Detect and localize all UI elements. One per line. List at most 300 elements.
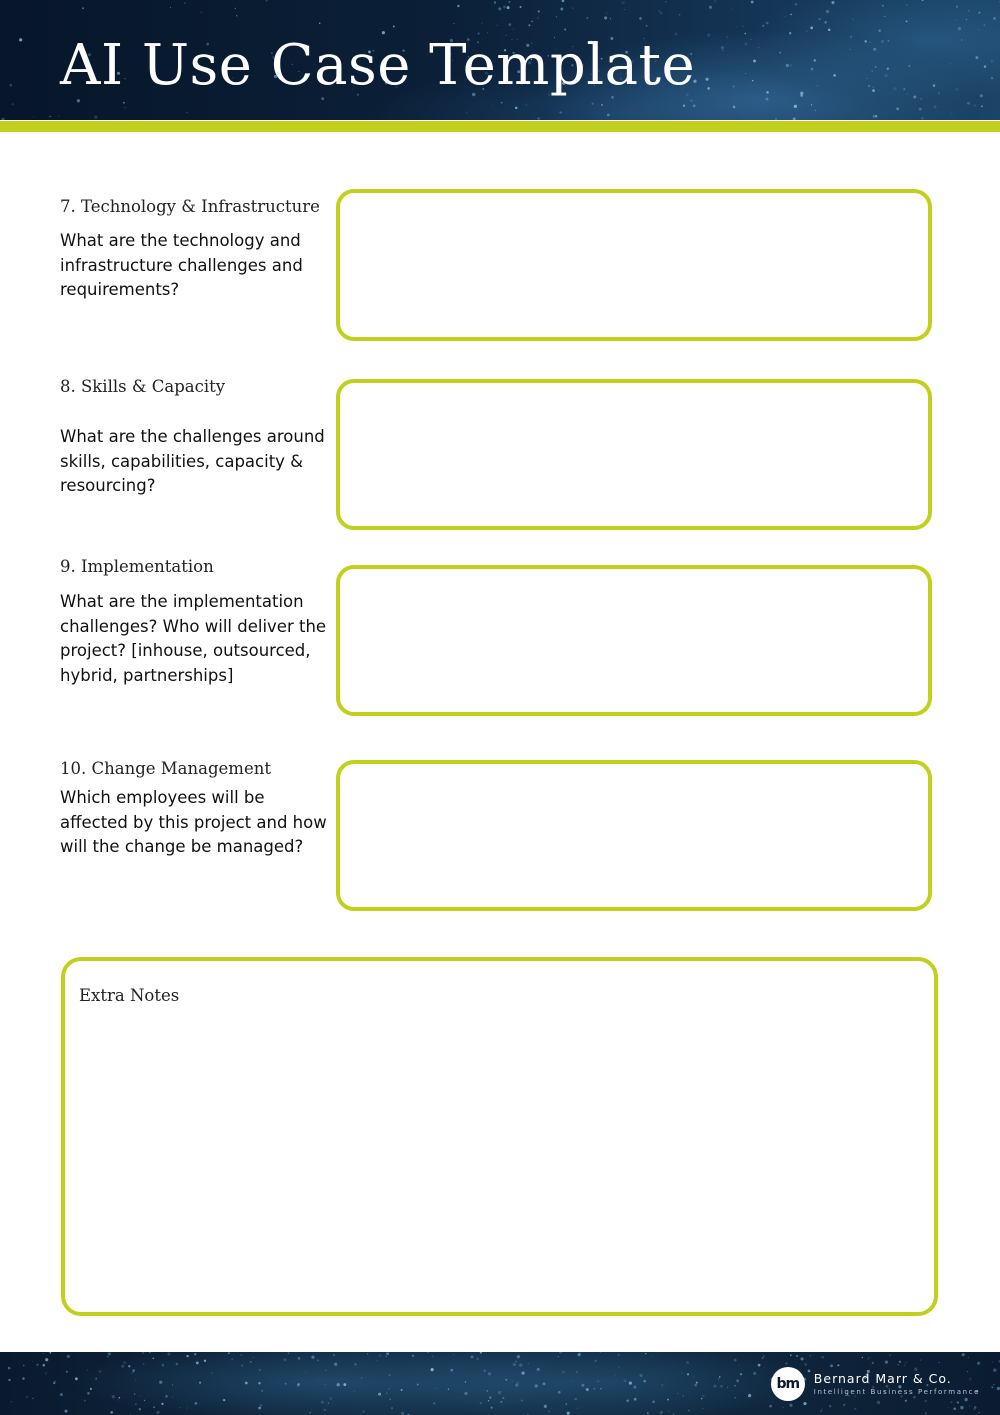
company-name: Bernard Marr & Co. [813, 1370, 952, 1386]
particle-dot [607, 114, 610, 117]
particle-dot [766, 91, 768, 93]
particle-dot [707, 87, 710, 90]
particle-dot [389, 1374, 391, 1376]
section-heading: 7. Technology & Infrastructure [60, 197, 320, 216]
answer-box-change-management[interactable] [336, 760, 932, 911]
particle-dot [82, 7, 84, 9]
particle-dot [515, 1361, 517, 1363]
particle-dot [736, 26, 737, 27]
particle-dot [960, 1406, 963, 1409]
particle-dot [618, 1366, 620, 1368]
particle-dot [134, 1393, 135, 1394]
particle-dot [528, 1363, 529, 1364]
particle-dot [719, 1376, 721, 1378]
particle-dot [556, 16, 557, 17]
particle-dot [991, 77, 993, 79]
particle-dot [298, 1383, 300, 1385]
particle-dot [245, 1382, 248, 1385]
particle-dot [288, 1352, 290, 1354]
particle-dot [962, 1353, 965, 1356]
particle-dot [337, 1383, 340, 1386]
particle-dot [433, 1402, 435, 1404]
particle-dot [457, 1397, 458, 1398]
particle-dot [36, 1364, 38, 1366]
particle-dot [993, 1368, 996, 1371]
particle-dot [639, 17, 642, 20]
particle-dot [66, 1371, 68, 1373]
particle-dot [200, 11, 202, 13]
particle-dot [821, 1356, 824, 1359]
particle-dot [744, 33, 746, 35]
particle-dot [367, 1353, 369, 1355]
particle-dot [508, 23, 511, 26]
particle-dot [67, 1355, 70, 1358]
particle-dot [417, 1384, 419, 1386]
particle-dot [727, 1387, 728, 1388]
particle-dot [885, 74, 888, 77]
particle-dot [562, 1371, 564, 1373]
particle-dot [593, 1388, 595, 1390]
particle-dot [702, 1408, 703, 1409]
particle-dot [412, 1355, 414, 1357]
particle-dot [427, 1352, 429, 1353]
particle-dot [681, 1373, 682, 1374]
particle-dot [624, 1379, 627, 1382]
particle-dot [532, 21, 533, 22]
particle-dot [481, 23, 482, 24]
particle-dot [562, 0, 565, 2]
particle-dot [32, 1398, 33, 1399]
particle-dot [709, 6, 712, 9]
particle-dot [748, 1394, 751, 1397]
particle-dot [843, 1403, 846, 1406]
particle-dot [131, 1371, 134, 1374]
particle-dot [920, 1359, 922, 1361]
particle-dot [586, 17, 588, 19]
particle-dot [517, 1355, 520, 1358]
particle-dot [99, 1370, 102, 1373]
particle-dot [826, 10, 829, 13]
particle-dot [920, 98, 922, 100]
particle-dot [978, 29, 979, 30]
particle-dot [790, 14, 792, 16]
particle-dot [968, 1357, 970, 1359]
particle-dot [885, 1360, 888, 1363]
section-heading: 8. Skills & Capacity [60, 377, 226, 396]
particle-dot [744, 43, 747, 46]
particle-dot [172, 1384, 173, 1385]
particle-dot [167, 1352, 170, 1355]
particle-dot [933, 84, 935, 86]
particle-dot [893, 87, 896, 90]
particle-dot [762, 25, 764, 27]
particle-dot [266, 0, 268, 2]
particle-dot [498, 1391, 501, 1394]
answer-box-skills[interactable] [336, 379, 932, 530]
particle-dot [815, 110, 816, 111]
particle-dot [868, 1359, 869, 1360]
particle-dot [601, 104, 603, 106]
particle-dot [170, 7, 171, 8]
page-footer [0, 1352, 1000, 1415]
particle-dot [558, 1391, 561, 1394]
particle-dot [706, 78, 709, 81]
particle-dot [94, 116, 97, 119]
particle-dot [386, 1356, 387, 1357]
particle-dot [450, 1369, 453, 1372]
particle-dot [913, 96, 916, 99]
particle-dot [733, 106, 736, 109]
particle-dot [107, 1356, 109, 1358]
particle-dot [696, 1382, 698, 1384]
particle-dot [293, 1381, 294, 1382]
section-heading: 9. Implementation [60, 557, 214, 576]
particle-dot [32, 1361, 33, 1362]
particle-dot [683, 105, 685, 107]
particle-dot [153, 1406, 155, 1408]
particle-dot [250, 1361, 252, 1363]
particle-dot [258, 1382, 260, 1384]
particle-dot [646, 25, 648, 27]
particle-dot [508, 1, 510, 3]
section-heading: 10. Change Management [60, 759, 271, 778]
particle-dot [565, 1403, 567, 1405]
particle-dot [389, 1399, 390, 1400]
particle-dot [698, 46, 699, 47]
particle-dot [794, 105, 797, 108]
particle-dot [956, 19, 957, 20]
particle-dot [984, 24, 986, 26]
particle-dot [8, 1379, 10, 1381]
particle-dot [545, 1404, 546, 1405]
particle-dot [753, 1372, 756, 1375]
particle-dot [869, 41, 871, 43]
particle-dot [2, 118, 5, 120]
particle-dot [811, 68, 814, 71]
particle-dot [683, 1395, 684, 1396]
particle-dot [821, 1408, 823, 1410]
particle-dot [789, 1404, 792, 1407]
particle-dot [525, 104, 527, 106]
particle-dot [537, 17, 539, 19]
particle-dot [149, 1352, 151, 1353]
particle-dot [610, 18, 611, 19]
particle-dot [488, 1400, 489, 1401]
particle-dot [733, 86, 735, 88]
particle-dot [720, 1385, 723, 1388]
particle-dot [872, 1362, 874, 1364]
particle-dot [597, 1380, 599, 1382]
particle-dot [993, 17, 996, 20]
particle-dot [465, 1381, 467, 1383]
particle-dot [817, 85, 819, 87]
particle-dot [43, 1353, 44, 1354]
particle-dot [618, 1354, 619, 1355]
particle-dot [973, 1408, 975, 1410]
particle-dot [800, 92, 803, 95]
particle-dot [64, 1410, 67, 1413]
particle-dot [241, 1365, 243, 1367]
particle-dot [152, 1358, 154, 1360]
particle-dot [432, 1356, 434, 1358]
particle-dot [507, 6, 510, 9]
particle-dot [903, 88, 905, 90]
particle-dot [45, 1372, 47, 1374]
particle-dot [850, 36, 852, 38]
particle-dot [560, 8, 563, 11]
particle-dot [324, 1409, 326, 1411]
particle-dot [317, 1360, 319, 1362]
particle-dot [679, 14, 681, 16]
particle-dot [806, 31, 807, 32]
particle-dot [448, 1389, 449, 1390]
particle-dot [784, 16, 785, 17]
particle-dot [50, 116, 51, 117]
extra-notes-label: Extra Notes [79, 986, 180, 1005]
particle-dot [235, 8, 236, 9]
particle-dot [707, 33, 710, 36]
particle-dot [614, 1374, 615, 1375]
particle-dot [43, 1364, 46, 1367]
particle-dot [361, 1377, 362, 1378]
particle-dot [538, 10, 540, 12]
particle-dot [889, 1354, 891, 1356]
particle-dot [665, 1, 666, 2]
particle-dot [494, 1, 496, 3]
particle-dot [820, 1410, 822, 1412]
particle-dot [284, 1359, 287, 1362]
particle-dot [505, 1379, 507, 1381]
particle-dot [309, 1412, 311, 1414]
particle-dot [758, 47, 759, 48]
particle-dot [53, 1381, 56, 1384]
answer-box-implementation[interactable] [336, 565, 932, 716]
particle-dot [810, 1355, 811, 1356]
particle-dot [950, 63, 951, 64]
particle-dot [715, 0, 716, 1]
logo-mark-icon: bm [771, 1367, 805, 1401]
particle-dot [647, 1412, 649, 1414]
particle-dot [135, 1379, 136, 1380]
particle-dot [925, 1412, 927, 1414]
particle-dot [548, 1411, 550, 1413]
particle-dot [811, 104, 812, 105]
particle-dot [785, 1362, 787, 1364]
particle-dot [87, 1369, 89, 1371]
particle-dot [763, 1355, 764, 1356]
particle-dot [739, 1364, 740, 1365]
particle-dot [60, 1393, 63, 1396]
particle-dot [457, 5, 459, 7]
particle-dot [305, 1371, 306, 1372]
particle-dot [515, 107, 518, 110]
particle-dot [489, 1396, 491, 1398]
company-logo [771, 1366, 980, 1402]
company-tagline: Intelligent Business Performance [813, 1387, 980, 1396]
particle-dot [26, 1396, 28, 1398]
particle-dot [538, 118, 540, 120]
particle-dot [45, 1358, 48, 1361]
particle-dot [470, 1355, 473, 1358]
particle-dot [144, 1400, 145, 1401]
particle-dot [311, 1356, 314, 1359]
particle-dot [629, 1382, 632, 1385]
particle-dot [87, 1392, 90, 1395]
particle-dot [868, 1357, 869, 1358]
particle-dot [849, 49, 850, 50]
particle-dot [814, 59, 816, 61]
particle-dot [639, 1374, 642, 1377]
particle-dot [464, 1392, 467, 1395]
particle-dot [750, 39, 751, 40]
particle-dot [162, 1364, 164, 1366]
particle-dot [718, 1378, 720, 1380]
particle-dot [572, 7, 573, 8]
particle-dot [165, 1395, 168, 1398]
particle-dot [117, 1399, 119, 1401]
particle-dot [23, 1365, 24, 1366]
logo-text [814, 1371, 980, 1398]
particle-dot [431, 1368, 434, 1371]
particle-dot [130, 1413, 131, 1414]
particle-dot [517, 1381, 520, 1384]
particle-dot [261, 1390, 263, 1392]
answer-box-technology[interactable] [336, 189, 932, 341]
particle-dot [119, 1397, 121, 1399]
particle-dot [775, 118, 777, 120]
particle-dot [677, 1393, 678, 1394]
particle-dot [722, 50, 723, 51]
particle-dot [742, 112, 743, 113]
particle-dot [974, 105, 976, 107]
particle-dot [180, 1407, 181, 1408]
particle-dot [520, 6, 522, 8]
particle-dot [956, 6, 958, 8]
extra-notes-box[interactable] [61, 957, 938, 1316]
particle-dot [658, 10, 660, 12]
particle-dot [600, 1352, 601, 1353]
particle-dot [789, 32, 791, 34]
particle-dot [95, 1378, 97, 1380]
particle-dot [693, 105, 696, 108]
particle-dot [391, 1407, 393, 1409]
particle-dot [643, 1380, 646, 1383]
particle-dot [803, 1402, 806, 1405]
particle-dot [75, 1377, 78, 1380]
particle-dot [938, 93, 939, 94]
particle-dot [498, 7, 501, 10]
particle-dot [884, 16, 885, 17]
section-question: What are the implementation challenges? Who will deliver the project? [inhouse, outsourced, hybrid, partnerships] [60, 592, 327, 685]
particle-dot [123, 1361, 126, 1364]
particle-dot [919, 108, 922, 111]
particle-dot [922, 0, 924, 1]
particle-dot [241, 1355, 242, 1356]
particle-dot [977, 1362, 980, 1365]
particle-dot [484, 1370, 486, 1372]
particle-dot [967, 102, 970, 105]
particle-dot [651, 1355, 652, 1356]
particle-dot [325, 1370, 326, 1371]
particle-dot [574, 1398, 577, 1401]
particle-dot [157, 1411, 160, 1414]
particle-dot [401, 1389, 403, 1391]
particle-dot [142, 1353, 143, 1354]
particle-dot [503, 6, 506, 9]
particle-dot [734, 1385, 736, 1387]
particle-dot [854, 1408, 856, 1410]
particle-dot [199, 1382, 201, 1384]
particle-dot [824, 21, 827, 24]
particle-dot [184, 2, 186, 4]
particle-dot [887, 68, 889, 70]
particle-dot [783, 1407, 784, 1408]
particle-dot [65, 1399, 66, 1400]
particle-dot [559, 1352, 562, 1354]
header-accent-bar [0, 121, 1000, 132]
section-question: What are the challenges around skills, capabilities, capacity & resourcing? [60, 427, 325, 495]
particle-dot [231, 1358, 233, 1360]
section-question: Which employees will be affected by this project and how will the change be managed? [60, 788, 327, 856]
particle-dot [831, 1, 834, 4]
particle-dot [702, 1394, 705, 1397]
particle-dot [833, 74, 836, 77]
particle-dot [751, 1, 754, 4]
particle-dot [906, 21, 908, 23]
particle-dot [211, 1372, 213, 1374]
particle-dot [692, 1375, 694, 1377]
particle-dot [33, 116, 34, 117]
particle-dot [734, 1359, 737, 1362]
particle-dot [172, 1397, 173, 1398]
particle-dot [571, 1381, 572, 1382]
particle-dot [873, 48, 876, 51]
particle-dot [668, 1411, 669, 1412]
particle-dot [139, 1408, 141, 1410]
particle-dot [721, 46, 724, 49]
particle-dot [194, 1353, 196, 1355]
particle-dot [966, 19, 967, 20]
particle-dot [779, 52, 781, 54]
particle-dot [310, 1361, 311, 1362]
particle-dot [634, 1398, 637, 1401]
particle-dot [978, 1412, 979, 1413]
particle-dot [124, 107, 125, 108]
particle-dot [752, 80, 754, 82]
particle-dot [329, 1397, 332, 1400]
particle-dot [939, 1362, 940, 1363]
particle-dot [576, 1371, 578, 1373]
particle-dot [354, 1363, 357, 1366]
particle-dot [762, 1357, 763, 1358]
particle-dot [862, 1357, 863, 1358]
particle-dot [581, 1384, 584, 1387]
particle-dot [260, 1404, 262, 1406]
particle-dot [476, 1357, 479, 1360]
particle-dot [958, 27, 961, 30]
particle-dot [486, 1390, 488, 1392]
particle-dot [801, 1357, 804, 1360]
particle-dot [991, 1386, 993, 1388]
section-question: What are the technology and infrastructure challenges and requirements? [60, 231, 303, 299]
particle-dot [378, 1354, 381, 1357]
particle-dot [121, 1365, 124, 1368]
particle-dot [497, 25, 498, 26]
particle-dot [502, 1397, 504, 1399]
particle-dot [11, 1401, 12, 1402]
particle-dot [956, 88, 959, 91]
particle-dot [853, 19, 854, 20]
